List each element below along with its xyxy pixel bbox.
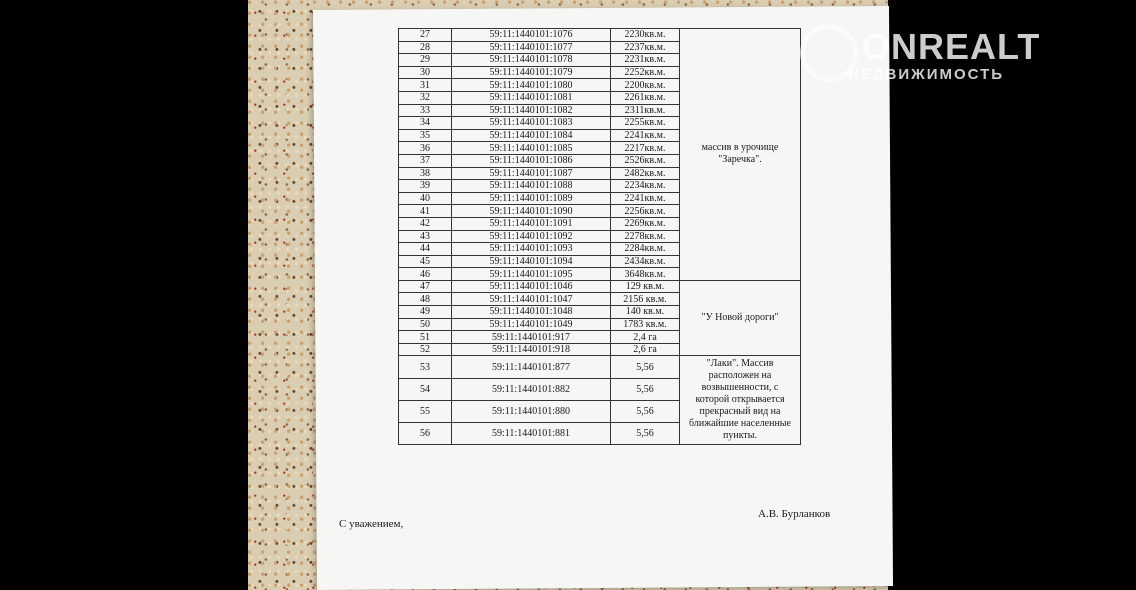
row-number: 40 bbox=[399, 192, 452, 205]
plot-area: 1783 кв.м. bbox=[611, 318, 680, 331]
plot-area: 2,6 га bbox=[611, 343, 680, 356]
plot-area: 5,56 bbox=[611, 400, 680, 422]
row-number: 44 bbox=[399, 243, 452, 256]
plot-area: 129 кв.м. bbox=[611, 280, 680, 293]
cadastral-number: 59:11:1440101:1084 bbox=[452, 129, 611, 142]
cadastral-number: 59:11:1440101:1082 bbox=[452, 104, 611, 117]
plot-area: 2241кв.м. bbox=[611, 129, 680, 142]
row-number: 45 bbox=[399, 255, 452, 268]
row-number: 35 bbox=[399, 129, 452, 142]
group-description-novaya-doroga: "У Новой дороги" bbox=[680, 280, 801, 356]
group-description-laki: "Лаки". Массив расположен на возвышенности, с которой открывается прекрасный вид на ближайшие населенные пункты. bbox=[680, 356, 801, 445]
row-number: 46 bbox=[399, 268, 452, 281]
plot-area: 2,4 га bbox=[611, 331, 680, 344]
cadastral-number: 59:11:1440101:881 bbox=[452, 423, 611, 445]
watermark bbox=[848, 26, 1041, 83]
cadastral-number: 59:11:1440101:1048 bbox=[452, 306, 611, 319]
plot-area: 2241кв.м. bbox=[611, 192, 680, 205]
row-number: 33 bbox=[399, 104, 452, 117]
cadastral-number: 59:11:1440101:917 bbox=[452, 331, 611, 344]
row-number: 37 bbox=[399, 154, 452, 167]
watermark-brand: ONREALT bbox=[862, 26, 1041, 67]
row-number: 51 bbox=[399, 331, 452, 344]
cadastral-number: 59:11:1440101:1047 bbox=[452, 293, 611, 306]
cadastral-number: 59:11:1440101:1087 bbox=[452, 167, 611, 180]
cadastral-number: 59:11:1440101:1089 bbox=[452, 192, 611, 205]
cadastral-number: 59:11:1440101:1080 bbox=[452, 79, 611, 92]
row-number: 52 bbox=[399, 343, 452, 356]
plot-area: 2237кв.м. bbox=[611, 41, 680, 54]
cadastral-number: 59:11:1440101:1092 bbox=[452, 230, 611, 243]
land-plots-table bbox=[398, 28, 801, 445]
row-number: 27 bbox=[399, 29, 452, 42]
row-number: 56 bbox=[399, 423, 452, 445]
row-number: 36 bbox=[399, 142, 452, 155]
plot-area: 5,56 bbox=[611, 356, 680, 378]
row-number: 29 bbox=[399, 54, 452, 67]
plot-area: 2269кв.м. bbox=[611, 217, 680, 230]
row-number: 48 bbox=[399, 293, 452, 306]
cadastral-number: 59:11:1440101:1049 bbox=[452, 318, 611, 331]
cadastral-number: 59:11:1440101:1088 bbox=[452, 180, 611, 193]
row-number: 53 bbox=[399, 356, 452, 378]
plot-area: 2434кв.м. bbox=[611, 255, 680, 268]
row-number: 49 bbox=[399, 306, 452, 319]
row-number: 43 bbox=[399, 230, 452, 243]
cadastral-number: 59:11:1440101:880 bbox=[452, 400, 611, 422]
cadastral-number: 59:11:1440101:1083 bbox=[452, 117, 611, 130]
table-row bbox=[399, 29, 801, 42]
row-number: 31 bbox=[399, 79, 452, 92]
plot-area: 2234кв.м. bbox=[611, 180, 680, 193]
plot-area: 2482кв.м. bbox=[611, 167, 680, 180]
plot-area: 2200кв.м. bbox=[611, 79, 680, 92]
row-number: 50 bbox=[399, 318, 452, 331]
plot-area: 2252кв.м. bbox=[611, 66, 680, 79]
table-row bbox=[399, 356, 801, 378]
cadastral-number: 59:11:1440101:1077 bbox=[452, 41, 611, 54]
row-number: 39 bbox=[399, 180, 452, 193]
watermark-sub: НЕДВИЖИМОСТЬ bbox=[848, 66, 1005, 83]
cadastral-number: 59:11:1440101:918 bbox=[452, 343, 611, 356]
row-number: 34 bbox=[399, 117, 452, 130]
group-description-zarechka: массив в урочище "Заречка". bbox=[680, 29, 801, 281]
plot-area: 5,56 bbox=[611, 423, 680, 445]
plot-area: 2278кв.м. bbox=[611, 230, 680, 243]
closing-text: С уважением, bbox=[339, 518, 404, 530]
plot-area: 140 кв.м. bbox=[611, 306, 680, 319]
cadastral-number: 59:11:1440101:1046 bbox=[452, 280, 611, 293]
cadastral-number: 59:11:1440101:1090 bbox=[452, 205, 611, 218]
plot-area: 3648кв.м. bbox=[611, 268, 680, 281]
cadastral-number: 59:11:1440101:1095 bbox=[452, 268, 611, 281]
cadastral-number: 59:11:1440101:1091 bbox=[452, 217, 611, 230]
cadastral-number: 59:11:1440101:1085 bbox=[452, 142, 611, 155]
plot-area: 2231кв.м. bbox=[611, 54, 680, 67]
cadastral-number: 59:11:1440101:1093 bbox=[452, 243, 611, 256]
cadastral-number: 59:11:1440101:877 bbox=[452, 356, 611, 378]
row-number: 55 bbox=[399, 400, 452, 422]
plot-area: 2261кв.м. bbox=[611, 91, 680, 104]
plot-area: 2256кв.м. bbox=[611, 205, 680, 218]
row-number: 32 bbox=[399, 91, 452, 104]
table-row bbox=[399, 280, 801, 293]
signature-text: А.В. Бурланков bbox=[758, 508, 831, 520]
row-number: 47 bbox=[399, 280, 452, 293]
row-number: 54 bbox=[399, 378, 452, 400]
plot-area: 2255кв.м. bbox=[611, 117, 680, 130]
cadastral-number: 59:11:1440101:1076 bbox=[452, 29, 611, 42]
row-number: 42 bbox=[399, 217, 452, 230]
cadastral-number: 59:11:1440101:1079 bbox=[452, 66, 611, 79]
plot-area: 2230кв.м. bbox=[611, 29, 680, 42]
plot-area: 2217кв.м. bbox=[611, 142, 680, 155]
plot-area: 5,56 bbox=[611, 378, 680, 400]
cadastral-number: 59:11:1440101:882 bbox=[452, 378, 611, 400]
row-number: 38 bbox=[399, 167, 452, 180]
plot-area: 2526кв.м. bbox=[611, 154, 680, 167]
row-number: 28 bbox=[399, 41, 452, 54]
cadastral-number: 59:11:1440101:1086 bbox=[452, 154, 611, 167]
cadastral-number: 59:11:1440101:1094 bbox=[452, 255, 611, 268]
cadastral-number: 59:11:1440101:1081 bbox=[452, 91, 611, 104]
row-number: 30 bbox=[399, 66, 452, 79]
plot-area: 2156 кв.м. bbox=[611, 293, 680, 306]
plot-area: 2284кв.м. bbox=[611, 243, 680, 256]
plot-area: 2311кв.м. bbox=[611, 104, 680, 117]
row-number: 41 bbox=[399, 205, 452, 218]
cadastral-number: 59:11:1440101:1078 bbox=[452, 54, 611, 67]
